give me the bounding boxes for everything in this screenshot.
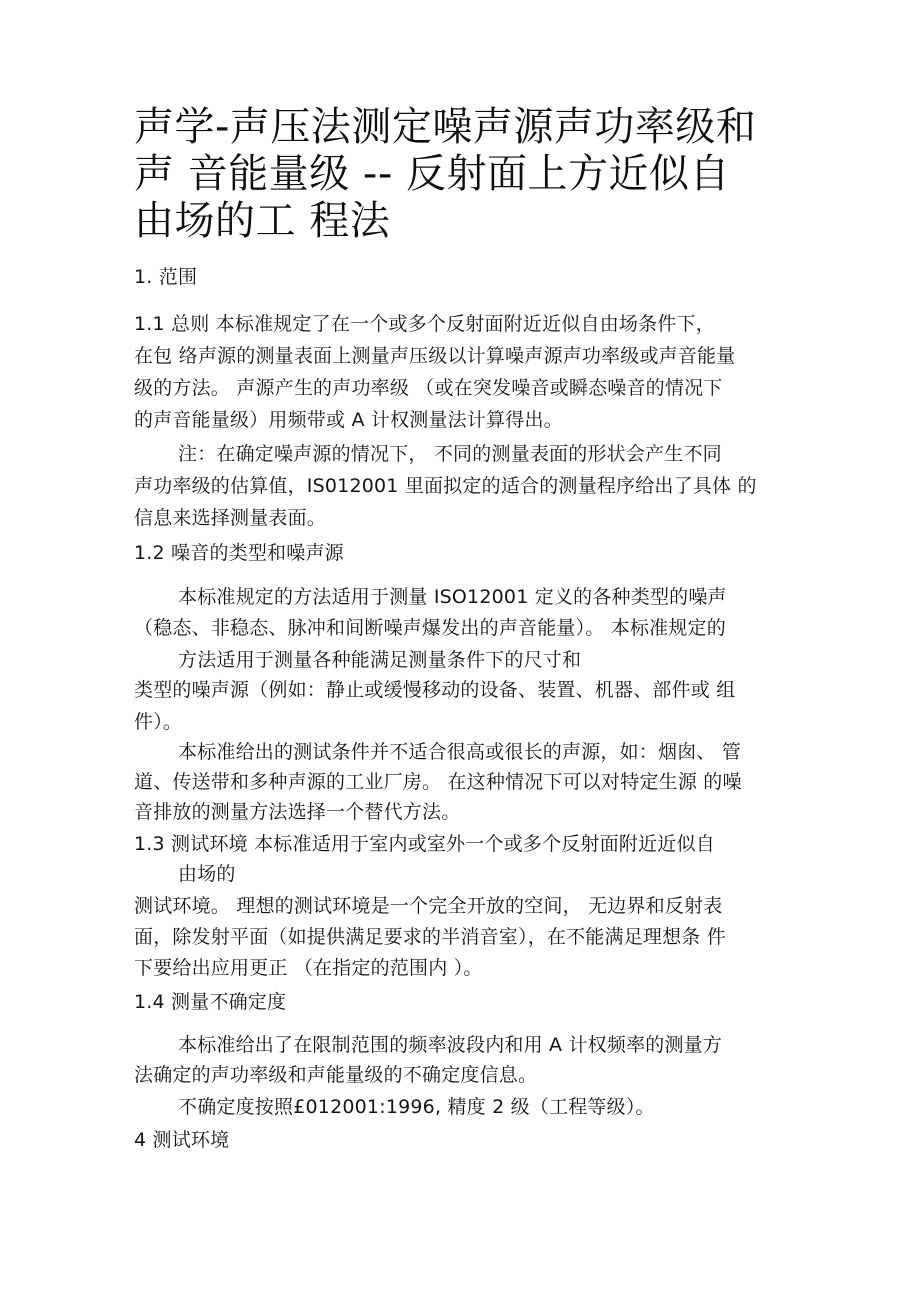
paragraph-line: 件）。 [134, 711, 183, 733]
title-line-1: 声学-声压法测定噪声源声功率级和 [134, 104, 757, 150]
note-line: 信息来选择测量表面。 [134, 507, 327, 529]
title-line-3: 由场的工 程法 [134, 198, 391, 244]
title-line-2: 声 音能量级 -- 反射面上方近似自 [134, 151, 731, 197]
paragraph-line: 道、传送带和多种声源的工业厂房。 在这种情况下可以对特定生源 的噪 [134, 771, 742, 793]
paragraph-line: 测试环境。 理想的测试环境是一个完全开放的空间， 无边界和反射表 [134, 895, 723, 917]
section-heading-test-environment: 1.3 测试环境 本标准适用于室内或室外一个或多个反射面附近近似自 [134, 833, 715, 855]
document-title [134, 104, 794, 245]
paragraph-line: 类型的噪声源（例如：静止或缓慢移动的设备、装置、机器、部件或 组 [134, 679, 736, 701]
paragraph-line: 在包 络声源的测量表面上测量声压级以计算噪声源声功率级或声音能量 [134, 345, 736, 367]
paragraph-line: 音排放的测量方法选择一个替代方法。 [134, 801, 461, 823]
note-line: 注：在确定噪声源的情况下， 不同的测量表面的形状会产生不同 [178, 443, 722, 465]
paragraph-line: 面，除发射平面（如提供满足要求的半消音室），在不能满足理想条 件 [134, 926, 726, 948]
paragraph-line: 下要给出应用更正 （在指定的范围内 ）。 [134, 957, 483, 979]
paragraph-line: 不确定度按照£012001:1996, 精度 2 级（工程等级）。 [178, 1096, 655, 1118]
section-heading-test-environment-4: 4 测试环境 [134, 1129, 230, 1151]
note-line: 声功率级的估算值，IS012001 里面拟定的适合的测量程序给出了具体 的 [134, 475, 757, 497]
paragraph-line: 由场的 [178, 863, 236, 885]
paragraph-line: 本标准规定的方法适用于测量 ISO12001 定义的各种类型的噪声 [178, 586, 727, 608]
paragraph-line: 本标准给出的测试条件并不适合很高或很长的声源，如：烟囱、 管 [178, 741, 742, 763]
section-heading-scope: 1. 范围 [134, 266, 198, 288]
paragraph-line: （稳态、非稳态、脉冲和间断噪声爆发出的声音能量）。 本标准规定的 [134, 617, 726, 639]
paragraph-line: 级的方法。 声源产生的声功率级 （或在突发噪音或瞬态噪音的情况下 [134, 377, 723, 399]
section-heading-noise-types: 1.2 噪音的类型和噪声源 [134, 542, 344, 564]
paragraph-line: 1.1 总则 本标准规定了在一个或多个反射面附近近似自由场条件下， [134, 313, 715, 335]
paragraph-line: 方法适用于测量各种能满足测量条件下的尺寸和 [178, 649, 582, 671]
paragraph-line: 法确定的声功率级和声能量级的不确定度信息。 [134, 1064, 538, 1086]
paragraph-line: 本标准给出了在限制范围的频率波段内和用 A 计权频率的测量方 [178, 1034, 723, 1056]
paragraph-line: 的声音能量级）用频带或 A 计权测量法计算得出。 [134, 409, 563, 431]
section-heading-uncertainty: 1.4 测量不确定度 [134, 991, 287, 1013]
